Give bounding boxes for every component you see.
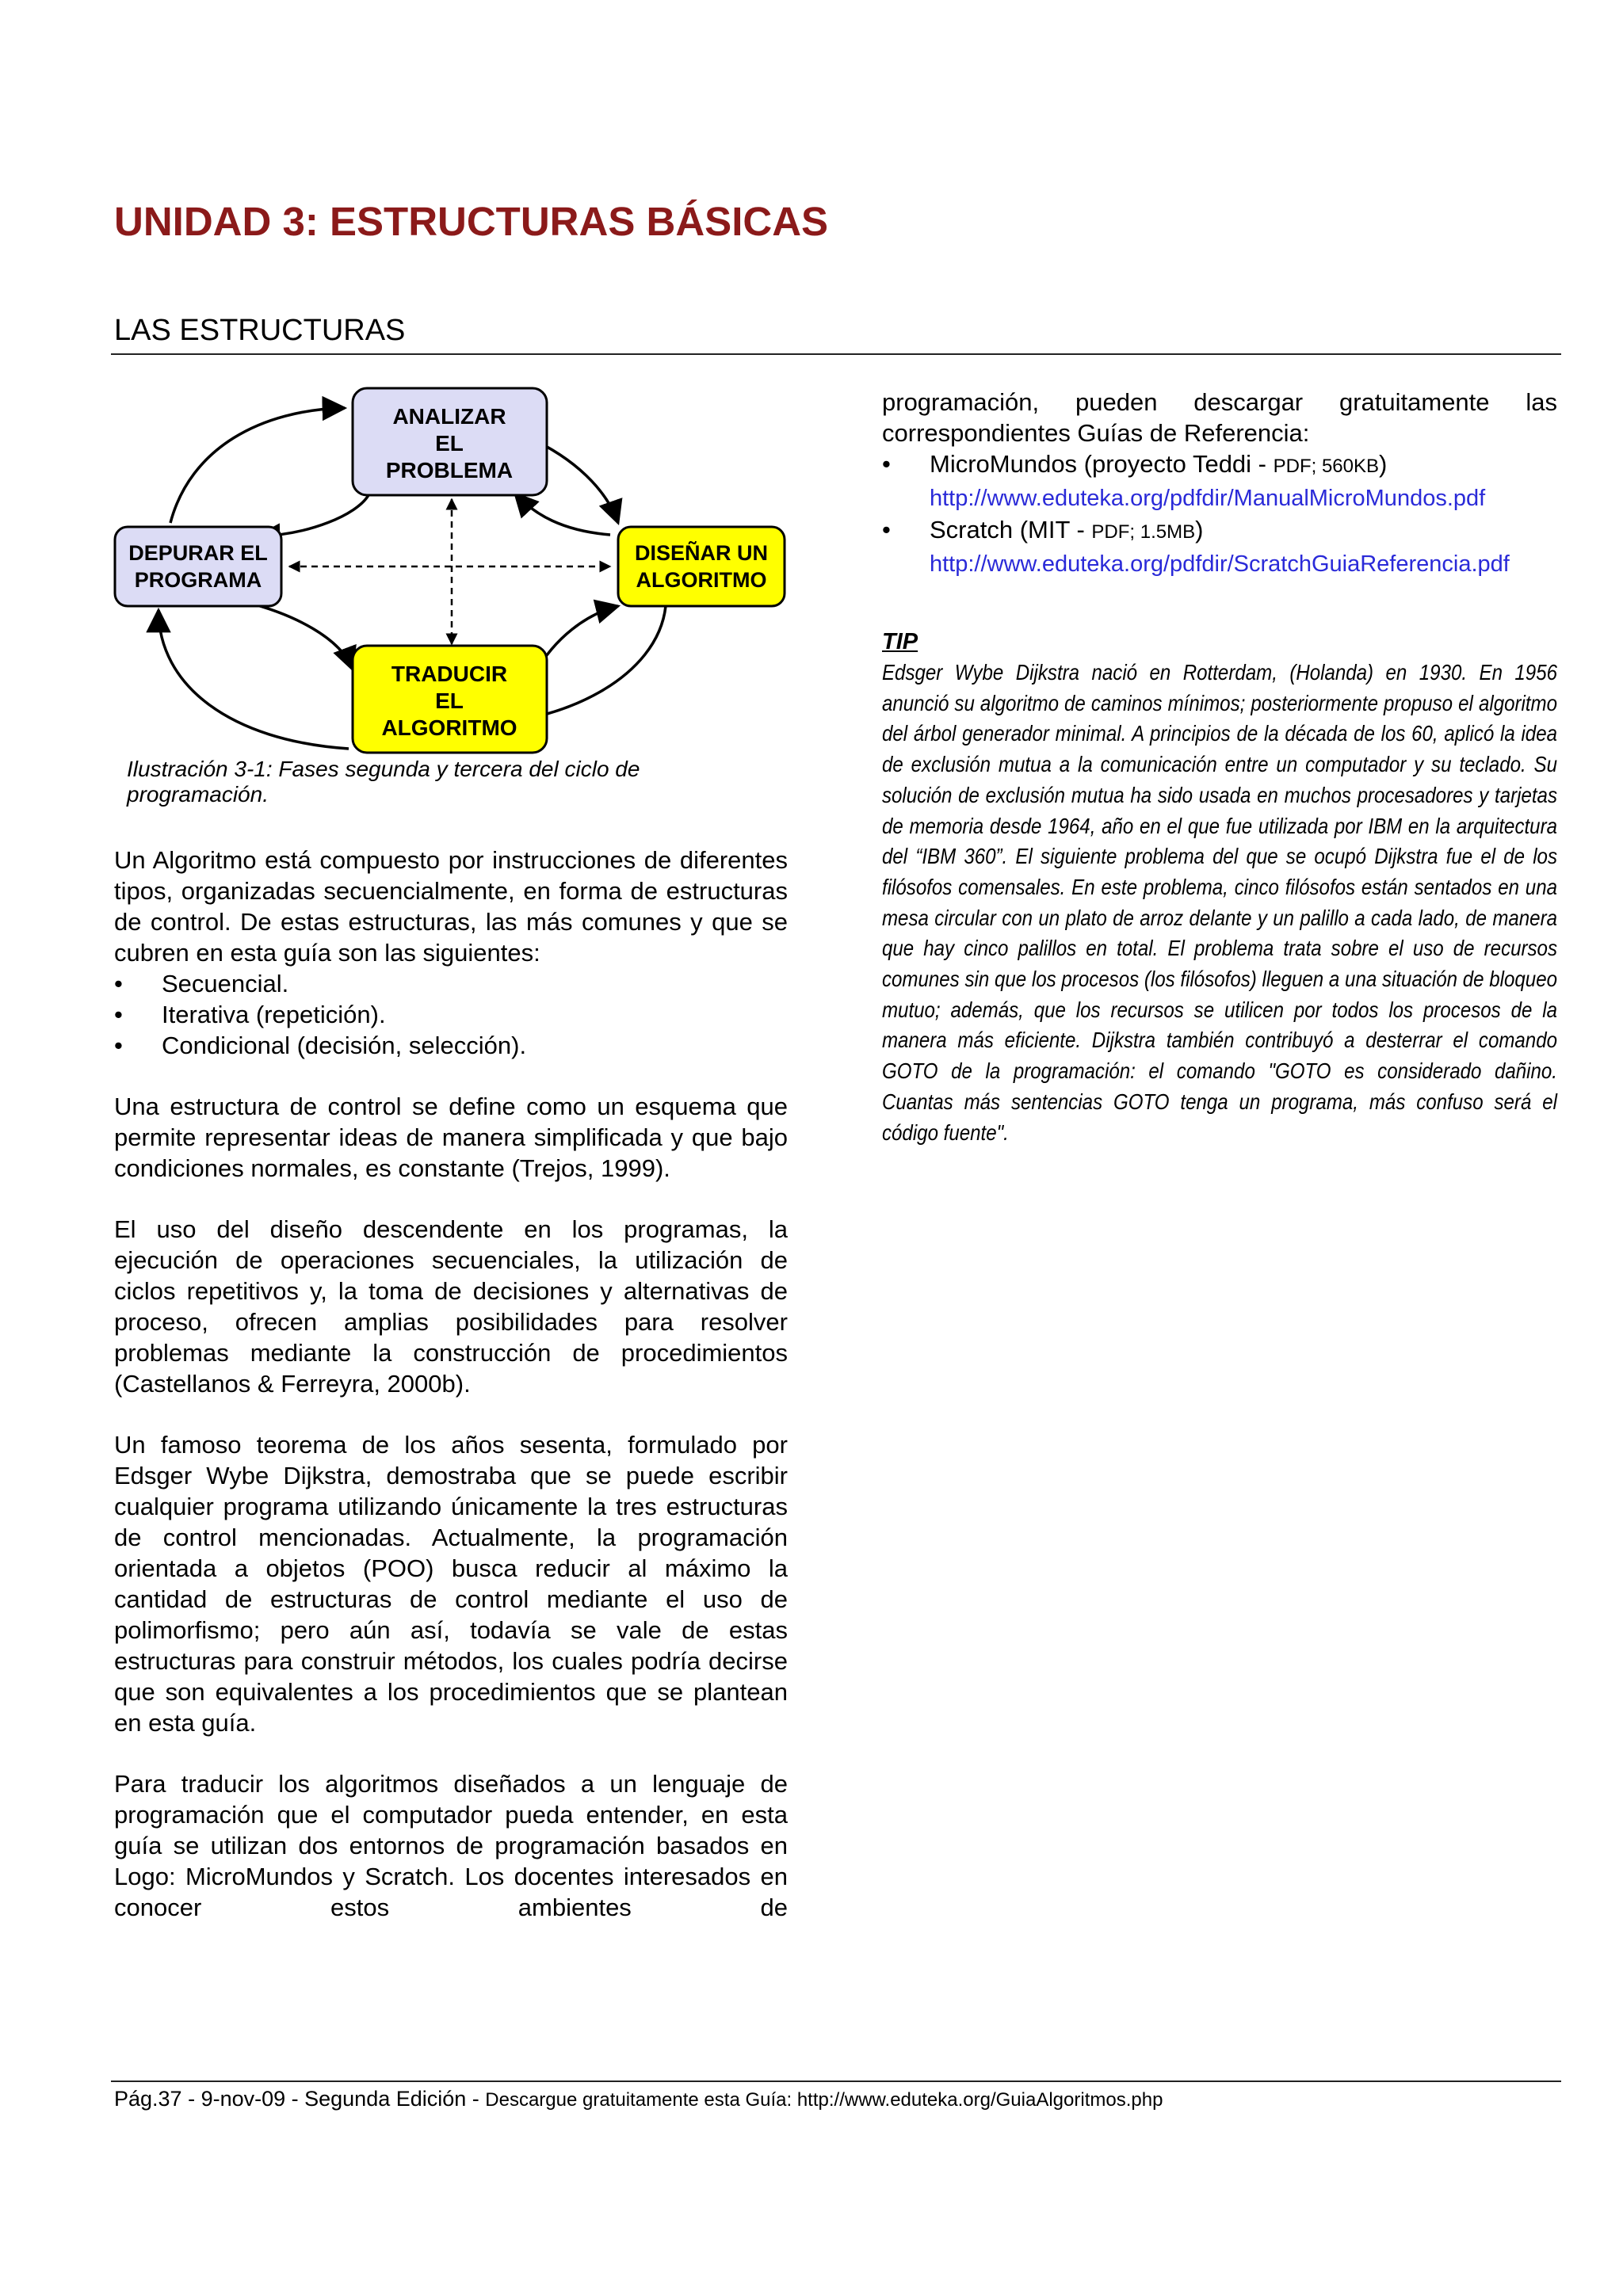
footer-rule [111, 2081, 1561, 2082]
paragraph-algoritmo: Un Algoritmo está compuesto por instrucciones de diferentes tipos, organizadas secuencialmente, en forma de estructuras de control. De estas estructuras, las más comunes y que se cubren en esta guía son las siguientes: [114, 846, 788, 967]
inner-disenar-to-analizar [515, 494, 610, 535]
node-depurar [115, 527, 281, 606]
node-analizar-line-3: PROBLEMA [385, 458, 514, 482]
tip-body: Edsger Wybe Dijkstra nació en Rotterdam, (Holanda) en 1930. En 1956 anunció su algoritmo de caminos mínimos; posteriormente propuso el algoritmo del árbol generador minimal. A principios de la década de los 60, aplicó la idea de exclusión mutua a la comunicación entre un computador y su teclado. Su solución de exclusión mutua ha sido usada en muchos procesadores y tarjetas de memoria desde 1964, año en el que fue utilizada por IBM en la arquitectura del “IBM 360”. El siguiente problema del que se ocupó Dijkstra fue el de los filósofos comensales. En este problema, cinco filósofos están sentados en una mesa circular con un plato de arroz delante y un palillo a cada lado, de manera que hay cinco palillos en total. El problema trata sobre el uso de recursos comunes sin que los procesos (los filósofos) lleguen a una situación de bloqueo mutuo; además, que los recursos se utilicen por todos los procesos de la manera más eficiente. Dijkstra también contribuyó a desterrar el comando GOTO de la programación: el comando "GOTO es considerado dañino. Cuantas más sentencias GOTO tenga un programa, más confuso será el código fuente". [882, 660, 1557, 1145]
reference-scratch [882, 514, 1557, 580]
page-title: UNIDAD 3: ESTRUCTURAS BÁSICAS [114, 199, 829, 244]
programming-cycle-diagram [111, 376, 792, 757]
reference-micromundos [882, 448, 1557, 514]
reference-close: ) [1379, 450, 1388, 478]
paragraph-diseno-descendente: El uso del diseño descendente en los programas, la ejecución de operaciones secuenciales, la utilización de ciclos repetitivos y, la toma de decisiones y alternativas de proceso, ofrecen amplias posibilidades para resolver problemas mediante la construcción de procedimientos (Castellanos & Ferreyra, 2000b). [114, 1215, 788, 1398]
paragraph-teorema: Un famoso teorema de los años sesenta, formulado por Edsger Wybe Dijkstra, demostraba que se puede escribir cualquier programa utilizando únicamente la tres estructuras de control mencionadas. Actualmente, la programación orientada a objetos (POO) busca reducir al máximo la cantidad de estructuras de control mediante el uso de polimorfismo; pero aún así, todavía se vale de estas estructuras para construir métodos, los cuales podría decirse que son equivalentes a los procedimientos que se plantean en esta guía. [114, 1431, 788, 1737]
list-item: • Condicional (decisión, selección). [114, 1030, 788, 1061]
structures-list [114, 968, 788, 1061]
reference-size: PDF; 1.5MB [1091, 521, 1196, 543]
node-analizar-line-2: EL [435, 431, 464, 456]
figure-caption: Ilustración 3-1: Fases segunda y tercera del ciclo de programación. [127, 757, 640, 807]
tip-title: TIP [882, 629, 918, 654]
link-scratch-guia[interactable]: http://www.eduteka.org/pdfdir/ScratchGuiaReferencia.pdf [930, 551, 1510, 577]
reference-label: Scratch (MIT - [930, 516, 1092, 543]
node-depurar-line-1: DEPURAR EL [128, 541, 268, 565]
node-traducir-line-2: EL [435, 688, 464, 713]
footer-download-note: Descargue gratuitamente esta Guía: http://www.eduteka.org/GuiaAlgoritmos.php [485, 2089, 1163, 2111]
paragraph-estructura-control: Una estructura de control se define como un esquema que permite representar ideas de manera simplificada y que bajo condiciones normales, es constante (Trejos, 1999). [114, 1093, 788, 1182]
arc-traducir-to-depurar [158, 610, 349, 749]
node-traducir-line-3: ALGORITMO [381, 715, 517, 740]
list-item: • Iterativa (repetición). [114, 999, 788, 1030]
left-column [114, 845, 788, 1953]
list-item: • Secuencial. [114, 968, 788, 999]
reference-size: PDF; 560KB [1273, 456, 1380, 477]
node-disenar-line-2: ALGORITMO [636, 568, 767, 592]
paragraph-traducir: Para traducir los algoritmos diseñados a un lenguaje de programación que el computador pueda entender, en esta guía se utilizan dos entornos de programación basados en Logo: MicroMundos y Scratch. Los docentes interesados en conocer estos ambientes de [114, 1770, 788, 1921]
reference-label: MicroMundos (proyecto Teddi - [930, 450, 1274, 478]
section-rule [111, 353, 1561, 355]
node-analizar-line-1: ANALIZAR [392, 404, 506, 429]
node-traducir-line-1: TRADUCIR [391, 662, 508, 686]
footer [114, 2087, 1564, 2111]
reference-guides-list [882, 448, 1557, 580]
reference-close: ) [1195, 516, 1204, 543]
section-heading: LAS ESTRUCTURAS [114, 314, 406, 347]
node-disenar-line-1: DISEÑAR UN [634, 541, 769, 565]
node-depurar-line-2: PROGRAMA [134, 568, 262, 592]
inner-depurar-to-traducir [246, 602, 353, 669]
node-traducir [353, 646, 547, 753]
node-analizar [353, 388, 547, 495]
footer-page-info: Pág.37 - 9-nov-09 - Segunda Edición - [114, 2087, 486, 2111]
link-manual-micromundos[interactable]: http://www.eduteka.org/pdfdir/ManualMicroMundos.pdf [930, 486, 1486, 511]
arc-depurar-to-analizar [170, 408, 345, 523]
right-column [882, 387, 1557, 610]
node-disenar [618, 527, 785, 606]
paragraph-programacion: programación, pueden descargar gratuitamente las correspondientes Guías de Referencia: [882, 388, 1557, 447]
